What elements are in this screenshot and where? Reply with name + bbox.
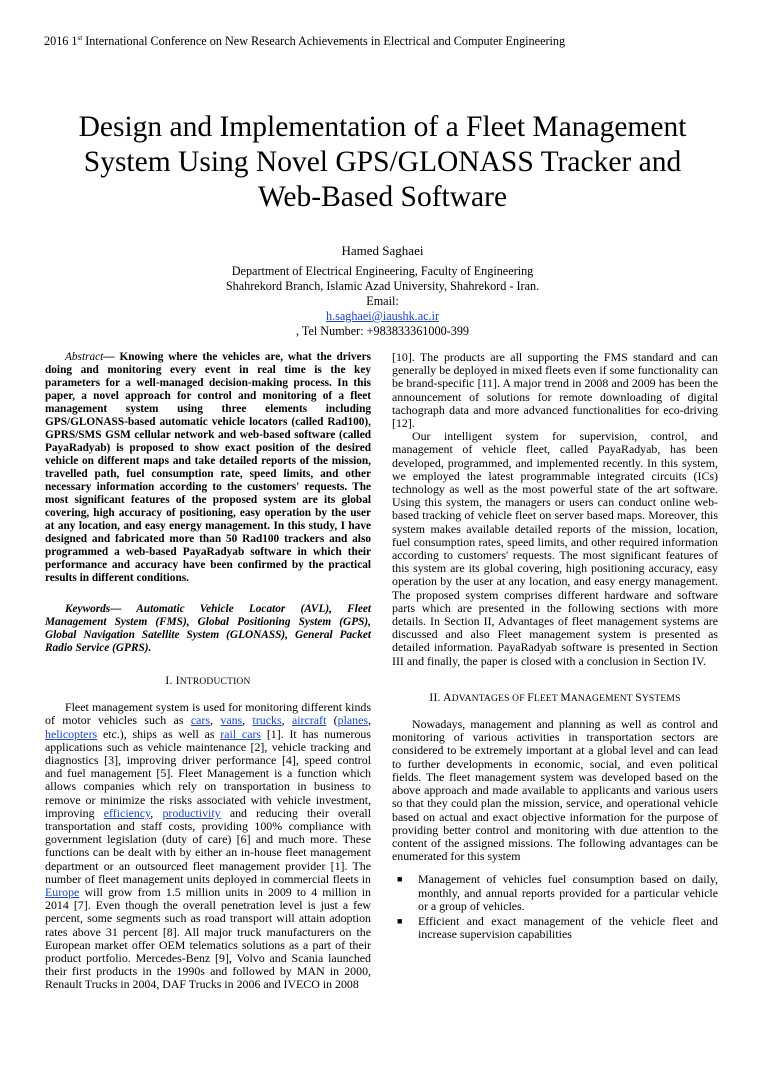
title-line-1: Design and Implementation of a Fleet Management: [78, 111, 687, 143]
text-run: will grow from 1.5 million units in 2009 to 4 million in 2014 [7]. Even though the overall penetration level is just a few percent, some segments such as road transport will attain adoption rates above 31 percent [8]. All major truck manufacturers on the European market offer OEM telematics solutions as a part of their product portfolio. Mercedes-Benz [9], Volvo and Scania launched their first products in the 1990s and followed by MAN in 2000, Renault Trucks in 2004, DAF Trucks in 2006 and IVECO in 2008: [45, 885, 371, 992]
list-item: [392, 915, 718, 941]
title-line-2: System Using Novel GPS/GLONASS Tracker and: [83, 146, 682, 178]
link-vans[interactable]: vans: [220, 713, 243, 728]
link-productivity[interactable]: productivity: [162, 805, 221, 820]
right-column: [392, 351, 718, 943]
square-bullet-icon: ■: [397, 874, 403, 885]
list-item: [392, 873, 718, 913]
advantages-list: [392, 873, 718, 941]
heading-rest: LEET: [533, 693, 561, 704]
text-run: ,: [281, 713, 292, 728]
affiliation-contact: [0, 294, 765, 339]
link-aircraft[interactable]: aircraft: [291, 713, 327, 728]
text-run: etc.), ships as well as: [97, 726, 221, 741]
heading-initial: S: [635, 690, 642, 704]
affiliation-department: Department of Electrical Engineering, Faculty of Engineering: [231, 264, 534, 278]
text-run: [1]. It has numerous applications such as vehicle maintenance [2], vehicle tracking and diagnostics [3], improving driver performance [4], speed control and fuel management [5]. Fleet Management is a function which allows companies which rely on transportation in business to remove or minimize the risks associated with vehicle investment, improving: [45, 726, 371, 820]
conference-year: 2016 1: [44, 34, 78, 48]
paper-title: [30, 110, 735, 215]
link-planes[interactable]: planes: [337, 713, 369, 728]
text-run: and reducing their overall transportation and staff costs, providing 100% compliance with government legislation (duty of care) [6] and much more. These functions can be dealt with by either an in-house fleet management department or an outsourced fleet management provider [1]. The number of fleet management units deployed in commercial fleets in: [45, 805, 371, 886]
heading-initial: F: [527, 690, 534, 704]
text-run: ,: [368, 713, 371, 728]
link-rail-cars[interactable]: rail cars: [220, 726, 262, 741]
heading-rest: NTRODUCTION: [179, 677, 251, 687]
text-run: (: [326, 713, 338, 728]
affiliation: [0, 264, 765, 339]
title-line-3: Web-Based Software: [257, 181, 508, 213]
section-number: II.: [429, 690, 444, 704]
abstract-text: — Knowing where the vehicles are, what the drivers doing and monitoring every event in real time is the key parameters for a well-managed decision-making process. In this paper, a novel approach for control and monitoring of a fleet management system using three elements including GPS/GLONASS-based automatic vehicle locators (called Rad100), GPRS/SMS GSM cellular network and web-based software (called PayaRadyab) is proposed to show exact position of the desired vehicle on different maps and take detailed reports of the mission, travelled path, fuel consumption rate, speed limits, and other necessary information according to the customers' requests. The most significant features of the proposed system are its global covering, high accuracy of positioning, easy operation by the user at any location, and easy energy management. In this study, I have designed and fabricated more than 50 Rad100 trackers and also programmed a web-based PayaRadyab software in which their performance and accuracy have been confirmed by the practical results in different conditions.: [45, 351, 371, 584]
introduction-paragraph: [45, 701, 371, 991]
email-prefix: Email:: [366, 294, 399, 308]
keywords: Keywords— Automatic Vehicle Locator (AVL), Fleet Management System (FMS), Global Positioning System (GPS), Global Navigation Satellite System (GLONASS), General Packet Radio Service (GPRS).: [45, 603, 371, 654]
list-item-text: Efficient and exact management of the vehicle fleet and increase supervision capabilities: [418, 913, 718, 942]
left-column: [45, 351, 371, 992]
abstract-label: Abstract: [65, 351, 104, 363]
heading-initial: A: [443, 690, 452, 704]
heading-rest: YSTEMS: [641, 693, 681, 704]
square-bullet-icon: ■: [397, 915, 403, 926]
body-paragraph: Nowadays, management and planning as well as control and monitoring of various activities in transportation sectors are considered to be extremely important at a global level and can lead to further developments in economic, social, and even political fields. The fleet management system was developed based on the above approach and made available to applicants and various users so that they could plan the mission, service, and operational vehicle based on actual and exact objective information for the purpose of providing better control and monitoring with due attention to the content of the assigned missions. The following advantages can be enumerated for this system: [392, 717, 718, 864]
ordinal-suffix: st: [77, 34, 83, 42]
author-name: Hamed Saghaei: [341, 243, 424, 258]
text-run: ,: [210, 713, 221, 728]
affiliation-university: Shahrekord Branch, Islamic Azad University, Shahrekord - Iran.: [225, 279, 540, 293]
conference-header: [44, 34, 565, 49]
text-run: ,: [150, 805, 163, 820]
heading-rest: ANAGEMENT: [570, 693, 636, 704]
abstract: [45, 351, 371, 585]
section-heading-introduction: [45, 674, 371, 689]
link-trucks[interactable]: trucks: [252, 713, 282, 728]
body-paragraph: [10]. The products are all supporting the FMS standard and can generally be deployed in mixed fleets even if some functionality can be brand-specific [11]. A major trend in 2008 and 2009 has been the announcement of solutions for remote downloading of digital tachograph data and more advanced functionalities for eco-driving [12].: [392, 350, 718, 431]
section-number: I.: [165, 674, 176, 687]
link-cars[interactable]: cars: [190, 713, 211, 728]
tel-number: , Tel Number: +983833361000-399: [295, 324, 470, 338]
text-run: ,: [242, 713, 253, 728]
link-efficiency[interactable]: efficiency: [103, 805, 151, 820]
section-heading-advantages: [392, 691, 718, 706]
body-paragraph: Our intelligent system for supervision, control, and management of vehicle fleet, called PayaRadyab, has been developed, programmed, and implemented recently. In this system, we employed the latest programmable integrated circuits (ICs) technology as well as the most powerful state of the art software. Using this system, the managers or users can conduct online web-based tracking of vehicle fleet on server based maps. Moreover, this system makes available detailed reports of the mission, location, fuel consumption rates, speed limits, and other required information according to customers' requests. The most significant features of this system are its global covering, high positioning accuracy, easy operation by the user at any location, and easy energy management. The proposed system comprises different hardware and software parts which are presented in the following sections with more details. In Section II, Advantages of fleet management systems are discussed and also Fleet management system is presented as detailed information. PayaRadyab software is presented in Section III and finally, the paper is closed with a conclusion in Section IV.: [392, 429, 718, 668]
link-europe[interactable]: Europe: [45, 885, 80, 900]
heading-initial: M: [560, 690, 571, 704]
conference-name: International Conference on New Research Achievements in Electrical and Computer Engineering: [82, 34, 566, 48]
list-item-text: Management of vehicles fuel consumption based on daily, monthly, and annual reports provided for a particular vehicle or a group of vehicles.: [418, 872, 718, 913]
text-run: Fleet management system is used for monitoring different kinds of motor vehicles such as: [45, 700, 371, 728]
heading-rest: DVANTAGES OF: [451, 693, 528, 704]
heading-initial: I: [175, 674, 180, 687]
email-link[interactable]: h.saghaei@iaushk.ac.ir: [325, 309, 440, 323]
link-helicopters[interactable]: helicopters: [45, 726, 98, 741]
